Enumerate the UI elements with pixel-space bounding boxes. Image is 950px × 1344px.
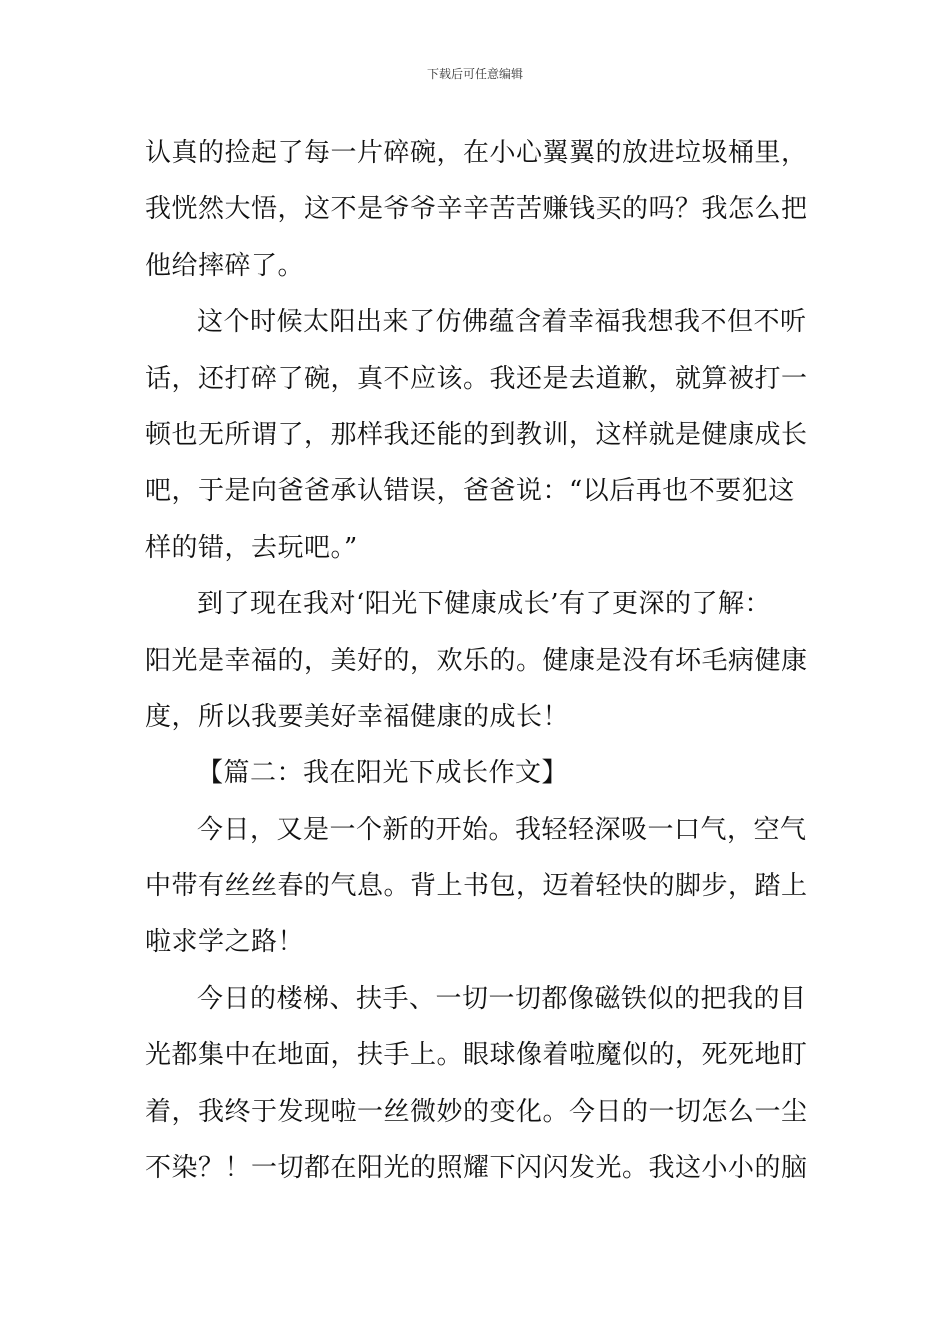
text-line: 啦求学之路！: [145, 927, 305, 958]
section-heading: 【篇二：我在阳光下成长作文】: [197, 758, 569, 789]
text-line: 阳光是幸福的，美好的，欢乐的。健康是没有坏毛病健康: [145, 645, 808, 676]
paragraph-start-line: 到了现在我对‘阳光下健康成长’有了更深的了解：: [197, 589, 772, 620]
text-line: 不染？！一切都在阳光的照耀下闪闪发光。我这小小的脑: [145, 1153, 808, 1184]
text-line: 认真的捡起了每一片碎碗，在小心翼翼的放进垃圾桶里，: [145, 138, 808, 168]
paragraph-start-line: 这个时候太阳出来了仿佛蕴含着幸福我想我不但不听: [197, 307, 807, 338]
text-line: 度，所以我要美好幸福健康的成长！: [145, 701, 570, 732]
paragraph-start-line: 今日的楼梯、扶手、一切一切都像磁铁似的把我的目: [197, 983, 807, 1014]
text-line: 中带有丝丝春的气息。背上书包，迈着轻快的脚步，踏上: [145, 871, 808, 902]
document-body: [145, 125, 807, 1196]
text-line: 吧，于是向爸爸承认错误，爸爸说：“以后再也不要犯这: [145, 476, 795, 507]
text-line: 光都集中在地面，扶手上。眼球像着啦魔似的，死死地盯: [145, 1040, 808, 1071]
text-line: 着，我终于发现啦一丝微妙的变化。今日的一切怎么一尘: [145, 1096, 808, 1127]
text-line: 他给摔碎了。: [145, 250, 305, 281]
text-line: 我恍然大悟，这不是爷爷辛辛苦苦赚钱买的吗？我怎么把: [145, 194, 808, 225]
text-line: 话，还打碎了碗，真不应该。我还是去道歉，就算被打一: [145, 363, 808, 394]
paragraph-start-line: 今日，又是一个新的开始。我轻轻深吸一口气，空气: [197, 814, 807, 845]
text-line: 样的错，去玩吧。”: [145, 532, 358, 563]
page-header-note: 下载后可任意编辑: [426, 67, 523, 81]
text-line: 顿也无所谓了，那样我还能的到教训，这样就是健康成长: [145, 419, 808, 450]
